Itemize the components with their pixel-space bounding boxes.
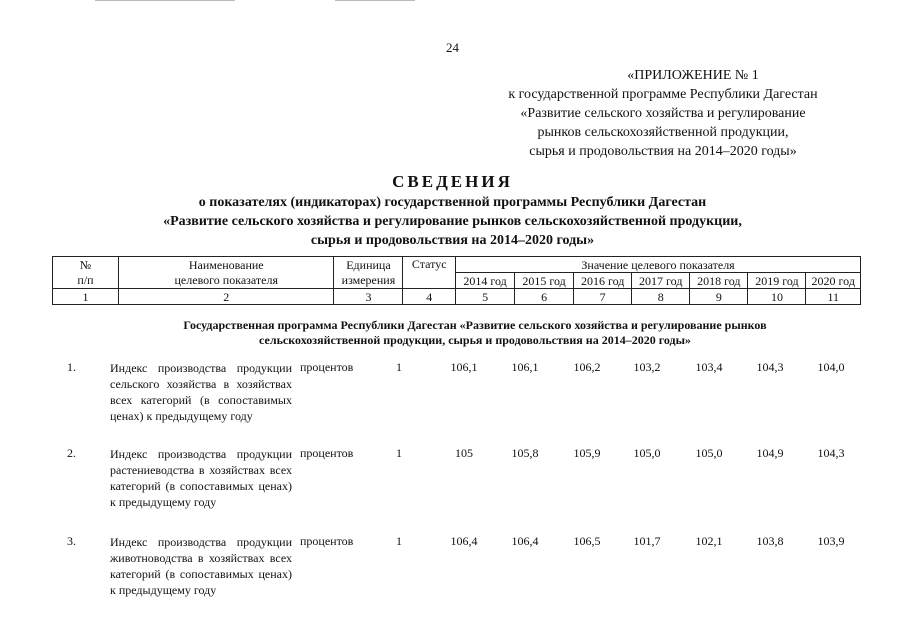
header-year: 2016 год — [574, 273, 632, 289]
section-title-line: Государственная программа Республики Дагестан «Развитие сельского хозяйства и регулирование рынков — [183, 318, 767, 332]
page-number: 24 — [446, 40, 459, 55]
value-cell: 104,9 — [756, 446, 784, 460]
appendix-line: сырья и продовольствия на 2014–2020 годы» — [529, 144, 797, 159]
value-cell: 103,8 — [756, 534, 784, 548]
column-number: 9 — [690, 289, 748, 305]
indicator-name: Индекс производства продукции растениеводства в хозяйствах всех категорий (в сопоставимых ценах) к предыдущему году — [110, 447, 292, 509]
value-cell: 106,1 — [450, 360, 478, 374]
column-number: 2 — [119, 289, 334, 305]
column-number: 3 — [334, 289, 403, 305]
header-unit: Единица — [334, 257, 403, 273]
column-number: 8 — [632, 289, 690, 305]
appendix-block — [473, 66, 853, 161]
row-number: 2. — [67, 446, 76, 460]
appendix-heading: «ПРИЛОЖЕНИЕ № 1 — [627, 68, 759, 83]
value-cell: 105,0 — [633, 446, 661, 460]
header-year: 2018 год — [690, 273, 748, 289]
appendix-line: «Развитие сельского хозяйства и регулирование — [520, 106, 806, 121]
section-title — [120, 318, 830, 348]
column-number: 4 — [403, 289, 456, 305]
header-name: Наименование — [119, 257, 334, 273]
header-name: целевого показателя — [119, 273, 334, 289]
status-cell: 1 — [396, 360, 402, 374]
value-cell: 106,1 — [511, 360, 539, 374]
unit-cell: процентов — [300, 360, 354, 374]
column-number: 5 — [456, 289, 515, 305]
value-cell: 106,4 — [450, 534, 478, 548]
header-unit: измерения — [334, 273, 403, 289]
value-cell: 105,0 — [695, 446, 723, 460]
status-cell: 1 — [396, 534, 402, 548]
unit-cell: процентов — [300, 534, 354, 548]
header-value-group: Значение целевого показателя — [456, 257, 861, 273]
row-number: 1. — [67, 360, 76, 374]
scan-edge-line — [95, 0, 235, 1]
value-cell: 106,4 — [511, 534, 539, 548]
appendix-line: к государственной программе Республики Дагестан — [508, 87, 818, 102]
value-cell: 105 — [455, 446, 473, 460]
value-cell: 106,2 — [573, 360, 601, 374]
document-subtitle — [0, 193, 905, 250]
value-cell: 105,9 — [573, 446, 601, 460]
header-num: № — [53, 257, 119, 273]
header-num: п/п — [53, 273, 119, 289]
value-cell: 102,1 — [695, 534, 723, 548]
value-cell: 103,4 — [695, 360, 723, 374]
value-cell: 103,2 — [633, 360, 661, 374]
row-number: 3. — [67, 534, 76, 548]
header-year: 2015 год — [515, 273, 574, 289]
appendix-line: рынков сельскохозяйственной продукции, — [537, 125, 789, 140]
indicator-name: Индекс производства продукции животноводства в хозяйствах всех категорий (в сопоставимых ценах) к предыдущему году — [110, 535, 292, 597]
column-number: 1 — [53, 289, 119, 305]
header-year: 2014 год — [456, 273, 515, 289]
indicator-name: Индекс производства продукции сельского хозяйства в хозяйствах всех категорий (в сопоставимых ценах) к предыдущему году — [110, 361, 292, 423]
value-cell: 101,7 — [633, 534, 661, 548]
header-year: 2020 год — [806, 273, 861, 289]
column-number: 10 — [748, 289, 806, 305]
table-header — [52, 256, 861, 305]
value-cell: 106,5 — [573, 534, 601, 548]
value-cell: 103,9 — [817, 534, 845, 548]
column-number: 7 — [574, 289, 632, 305]
document-title: СВЕДЕНИЯ — [392, 172, 513, 191]
section-title-line: сельскохозяйственной продукции, сырья и продовольствия на 2014–2020 годы» — [259, 333, 691, 347]
value-cell: 104,0 — [817, 360, 845, 374]
unit-cell: процентов — [300, 446, 354, 460]
subtitle-line: сырья и продовольствия на 2014–2020 годы» — [310, 233, 595, 248]
scan-edge-line — [335, 0, 415, 1]
value-cell: 105,8 — [511, 446, 539, 460]
column-number: 6 — [515, 289, 574, 305]
header-year: 2017 год — [632, 273, 690, 289]
header-year: 2019 год — [748, 273, 806, 289]
header-status: Статус — [403, 257, 456, 289]
subtitle-line: «Развитие сельского хозяйства и регулирование рынков сельскохозяйственной продукции, — [163, 214, 742, 229]
subtitle-line: о показателях (индикаторах) государственной программы Республики Дагестан — [198, 195, 707, 210]
value-cell: 104,3 — [756, 360, 784, 374]
column-number: 11 — [806, 289, 861, 305]
status-cell: 1 — [396, 446, 402, 460]
value-cell: 104,3 — [817, 446, 845, 460]
